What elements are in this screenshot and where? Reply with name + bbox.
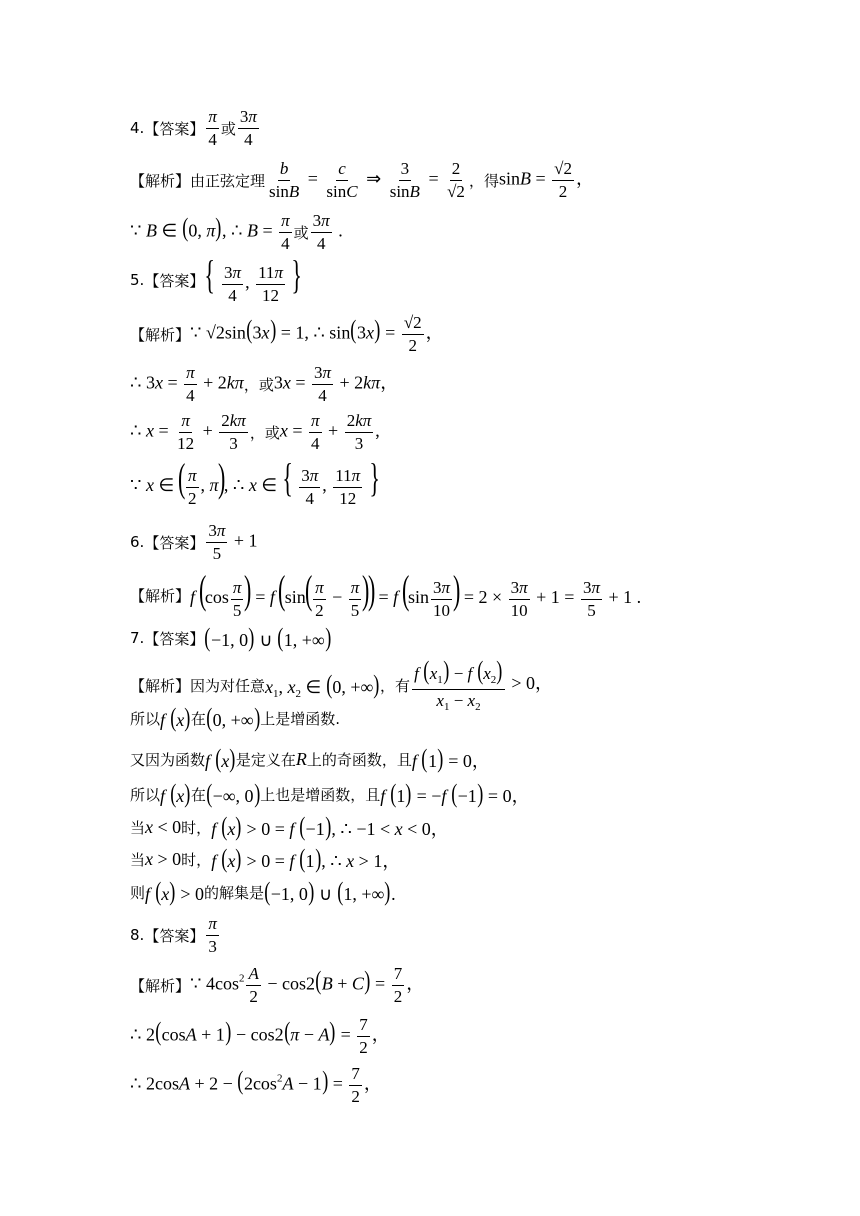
q5-answer-line: [130, 250, 303, 310]
analysis-tag: 【解析】: [130, 676, 191, 695]
analysis-tag: 【解析】: [130, 976, 191, 995]
q7-analysis-line-5: 当 x < 0 时， f (x) > 0 = f (−1), ∴ −1 < x < 0，: [130, 812, 449, 841]
q4-answer-or: 或: [220, 119, 236, 138]
q4-law-of-sines-text: 由正弦定理: [190, 171, 266, 190]
q5-analysis-line-3: ∴ x = $\frac{\pi}{12}$ + $\frac{2k\pi}{3}$ ，或 x = $\frac{\pi}{4}$ + $\frac{2k\pi}{3}$ ,: [130, 410, 380, 453]
q7-solution-set-text: 的解集是: [204, 883, 265, 902]
q6-evaluation-math: f (cos $\frac{\pi}{5}$ ) = f (sin( $\frac{\pi}{2}$ − $\frac{\pi}{5}$ )) = f (sin $\frac{3\pi}{10}$ ) = 2 × $\frac{3\pi}{10}$ + 1 = $\frac{3\pi}{5}$ + 1 .: [190, 567, 642, 620]
q5-x-solutions-math: ∴ x = $\frac{\pi}{12}$ + $\frac{2k\pi}{3}$: [130, 410, 246, 453]
answer-tag: 【答案】: [144, 629, 205, 648]
q8-step3-math: ∴ $2\cos A + 2 - (2\cos^2A - 1)$ = $\frac{7}{2}$ ，: [130, 1063, 382, 1106]
q7-analysis-line-6: 当 x > 0 时， f (x) > 0 = f (1), ∴ x > 1，: [130, 844, 401, 873]
q5-number: 5.: [130, 271, 145, 289]
q7-increasing-text: 上是增函数.: [260, 709, 340, 728]
q7-difference-quotient-math: $\frac{f (x_1) - f (x_2)}{x_1 - x_2}$ > 0，: [414, 655, 554, 713]
q7-time-text: 时，: [181, 818, 212, 837]
answer-tag: 【答案】: [144, 119, 205, 138]
q4-answer-math: $\frac{\pi}{4}$: [208, 106, 217, 149]
q7-on-text: 在: [190, 709, 206, 728]
q4-so-text: ，得: [468, 171, 499, 190]
q7-also-text: 又因为函数: [130, 750, 206, 769]
q7-analysis-line-3: 又因为函数 f (x) 是定义在 R 上的奇函数，且 f (1) = 0，: [130, 744, 490, 773]
q7-then-text: 则: [130, 883, 146, 902]
analysis-tag: 【解析】: [130, 586, 191, 605]
answer-tag: 【答案】: [144, 271, 205, 290]
q6-number: 6.: [130, 533, 145, 551]
q5-analysis-line-2: ∴ 3x = $\frac{\pi}{4}$ + 2kπ ，或 3x = $\frac{3\pi}{4}$ + 2kπ，: [130, 362, 399, 405]
q4-number: 4.: [130, 119, 145, 137]
q4-answer-line: 4. 【答案】 $\frac{\pi}{4}$ 或 $\frac{3\pi}{4}$: [130, 106, 257, 149]
q4-b-range-math: ∵ B ∈ (0, π), ∴ B = $\frac{\pi}{4}$: [130, 210, 290, 253]
q7-defined-on-text: 是定义在: [235, 750, 296, 769]
q7-on2-text: 在: [190, 785, 206, 804]
q7-for-any-text: 因为对任意: [190, 676, 266, 695]
answer-tag: 【答案】: [144, 533, 205, 552]
q7-domain-math: $x_1$, $x_2$ ∈ (0, +∞): [265, 670, 380, 700]
q5-analysis-line-4: [130, 453, 380, 513]
q6-answer-math: $\frac{3\pi}{5}$ + 1: [208, 520, 258, 563]
q5-x-range-math: ∵ x ∈ ( $\frac{\pi}{2}$ , π), ∴ x ∈ { $\frac{3\pi}{4}$ , $\frac{11\pi}{12}$ }: [130, 455, 380, 508]
q4-sinb-math: sinB = $\frac{√2}{2}$ ，: [498, 158, 594, 201]
q7-analysis-line-4: 所以 f (x) 在 (−∞, 0) 上也是增函数，且 f (1) = −f (−1) = 0，: [130, 779, 530, 808]
q8-analysis-line-3: [130, 1055, 382, 1115]
q7-analysis-line-2: 所以 f (x) 在 (0, +∞) 上是增函数.: [130, 703, 340, 732]
q7-so-text: 所以: [130, 709, 161, 728]
q4-sine-ratio-math: $\frac{b}{\sin B}$ = $\frac{c}{\sin C}$ ⇒ $\frac{3}{\sin B}$ = $\frac{2}{√2}$: [269, 158, 465, 201]
answer-tag: 【答案】: [144, 926, 205, 945]
q5-answer-math: { $\frac{3\pi}{4}$ , $\frac{11\pi}{12}$ }: [204, 252, 303, 305]
q4-analysis-line-2: ∵ B ∈ (0, π), ∴ B = $\frac{\pi}{4}$ 或 $\frac{3\pi}{4}$ .: [130, 210, 343, 253]
q7-so2-text: 所以: [130, 785, 161, 804]
analysis-tag: 【解析】: [130, 325, 191, 344]
q8-answer-math: $\frac{\pi}{3}$: [208, 913, 217, 956]
q7-analysis-line-7: 则 f (x) > 0 的解集是 (−1, 0) ∪ (1, +∞).: [130, 877, 396, 906]
q7-time2-text: 时，: [181, 850, 212, 869]
q8-step2-math: ∴ 2(cosA + 1) − cos2(π − A) = $\frac{7}{2}$ ，: [130, 1014, 390, 1057]
q5-or-text: ，或: [243, 375, 274, 394]
q7-number: 7.: [130, 629, 145, 647]
q7-also-increasing-text: 上也是增函数，且: [260, 785, 381, 804]
q4-analysis-line-1: [130, 150, 594, 210]
q6-answer-line: [130, 512, 258, 572]
q4-or-text: 或: [293, 223, 309, 242]
q5-or2-text: ，或: [249, 423, 280, 442]
analysis-tag: 【解析】: [130, 171, 191, 190]
q5-equation-math: ∵ √2sin(3x) = 1, ∴ sin(3x) = $\frac{√2}{2}$ ，: [190, 312, 444, 355]
q7-when2-text: 当: [130, 850, 146, 869]
q7-when-text: 当: [130, 818, 146, 837]
q7-odd-function-text: 上的奇函数，且: [306, 750, 412, 769]
q5-3x-solutions-math: ∴ 3x = $\frac{\pi}{4}$ + 2kπ: [130, 362, 244, 405]
q7-answer-math: (−1, 0) ∪ (1, +∞): [204, 623, 332, 652]
q7-have-text: ，有: [380, 676, 411, 695]
q8-given-math: ∵ $4\cos^2$ $\frac{A}{2}$ − cos2(B + C) = $\frac{7}{2}$ ，: [190, 963, 425, 1006]
q8-number: 8.: [130, 926, 145, 944]
